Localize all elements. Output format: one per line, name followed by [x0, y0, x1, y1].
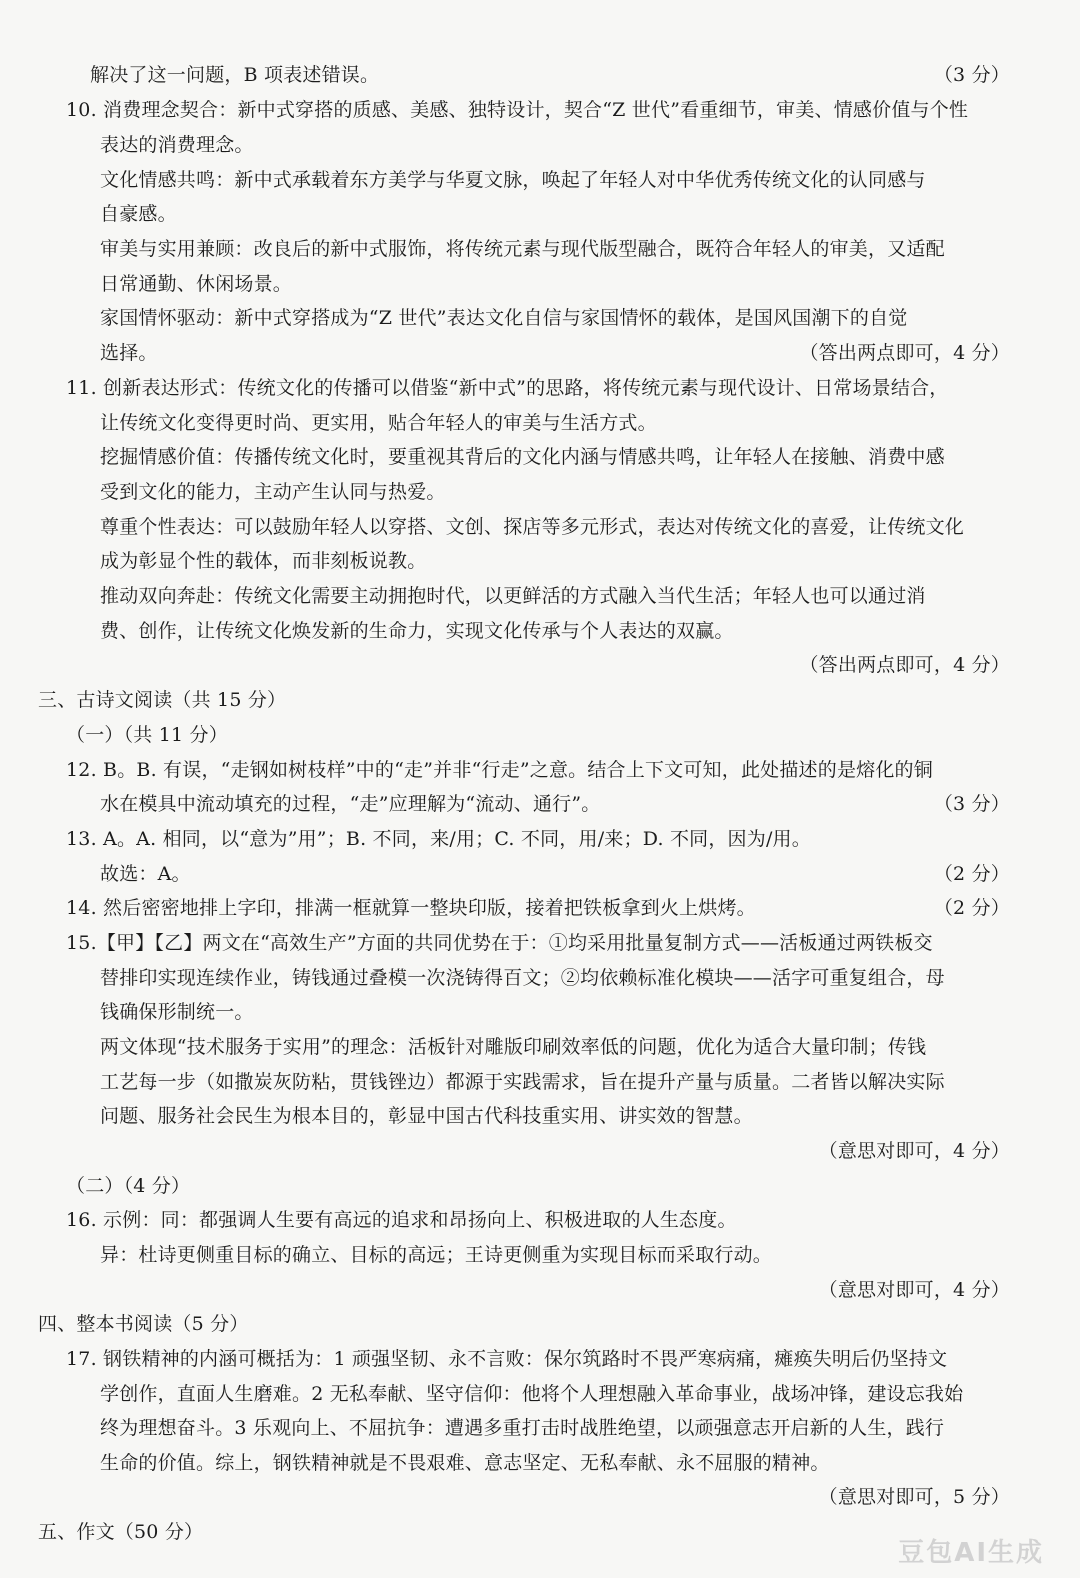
section-heading: 三、古诗文阅读（共 15 分） [38, 689, 287, 711]
dot-leader [838, 1450, 1002, 1476]
answer-line: 11. 创新表达形式：传统文化的传播可以借鉴“新中式”的思路，将传统元素与现代设计、日常场景结合， [66, 377, 949, 399]
dot-leader [136, 1277, 811, 1303]
answer-line: 家国情怀驱动：新中式穿搭成为“Z 世代”表达文化自信与家国情怀的载体，是国风国潮下的自觉 [100, 307, 908, 329]
answer-line: 推动双向奔赴：传统文化需要主动拥抱时代，以更鲜活的方式融入当代生活；年轻人也可以通过消 [100, 585, 926, 607]
line-text: 选择。 [100, 342, 158, 364]
answer-line [66, 895, 1010, 921]
answer-line: 挖掘情感价值：传播传统文化时，要重视其背后的文化内涵与情感共鸣，让年轻人在接触、消费中感 [100, 446, 945, 468]
answer-line: 日常通勤、休闲场景。 [100, 273, 293, 295]
answer-line: 两文体现“技术服务于实用”的理念：活板针对雕版印刷效率低的问题，优化为适合大量印制；传钱 [100, 1036, 927, 1058]
score-note: （意思对即可，4 分） [818, 1140, 1010, 1162]
answer-line: 让传统文化变得更时尚、更实用，贴合年轻人的审美与生活方式。 [100, 412, 657, 434]
score-note: （2 分） [933, 863, 1010, 885]
line-text: 异：杜诗更侧重目标的确立、目标的高远；王诗更侧重为实现目标而采取行动。 [100, 1244, 773, 1266]
answer-line: 工艺每一步（如撒炭灰防粘，贯钱锉边）都源于实践需求，旨在提升产量与质量。二者皆以解决实际 [100, 1071, 945, 1093]
answer-line [100, 340, 1010, 366]
line-text: 问题、服务社会民生为根本目的，彰显中国古代科技重实用、讲实效的智慧。 [100, 1105, 753, 1127]
score-note: （答出两点即可，4 分） [799, 654, 1010, 676]
answer-line: 15.【甲】【乙】两文在“高效生产”方面的共同优势在于：①均采用批量复制方式——活板通过两铁板交 [66, 932, 933, 954]
line-text: 水在模具中流动填充的过程，“走”应理解为“流动、通行”。 [100, 793, 601, 815]
answer-line: 钱确保形制统一。 [100, 1001, 254, 1023]
answer-line: 尊重个性表达：可以鼓励年轻人以穿搭、文创、探店等多元形式，表达对传统文化的喜爱，让传统文化 [100, 516, 965, 538]
score-note: （3 分） [933, 793, 1010, 815]
subsection-heading: （二）（4 分） [66, 1175, 191, 1197]
dot-leader [199, 861, 926, 887]
subsection-heading: （一）（共 11 分） [66, 724, 228, 746]
answer-line [100, 1277, 1010, 1303]
answer-line [100, 1138, 1010, 1164]
score-note: （答出两点即可，4 分） [799, 342, 1010, 364]
dot-leader [166, 340, 792, 366]
dot-leader [742, 618, 1002, 644]
answer-line: 17. 钢铁精神的内涵可概括为：1 顽强坚韧、永不言败：保尔筑路时不畏严寒病痛，瘫痪失明后仍坚持文 [66, 1348, 948, 1370]
answer-line: 16. 示例：同：都强调人生要有高远的追求和昂扬向上、积极进取的人生态度。 [66, 1209, 737, 1231]
answer-line: 终为理想奋斗。3 乐观向上、不屈抗争：遭遇多重打击时战胜绝望，以顽强意志开启新的人生，践行 [100, 1417, 945, 1439]
answer-line: 审美与实用兼顾：改良后的新中式服饰，将传统元素与现代版型融合，既符合年轻人的审美，又适配 [100, 238, 945, 260]
answer-line [90, 62, 1010, 88]
watermark: 豆包AI生成 [898, 1538, 1044, 1568]
dot-leader [387, 62, 926, 88]
answer-line: 替排印实现连续作业，铸钱通过叠模一次浇铸得百文；②均依赖标准化模块——活字可重复组合，母 [100, 967, 945, 989]
dot-leader [761, 1103, 1002, 1129]
answer-line [100, 618, 1010, 644]
dot-leader [780, 1242, 1002, 1268]
line-text: 生命的价值。综上，钢铁精神就是不畏艰难、意志坚定、无私奉献、永不屈服的精神。 [100, 1452, 830, 1474]
answer-line [100, 791, 1010, 817]
score-note: （3 分） [933, 64, 1010, 86]
score-note: （2 分） [933, 897, 1010, 919]
line-text: 费、创作，让传统文化焕发新的生命力，实现文化传承与个人表达的双赢。 [100, 620, 734, 642]
dot-leader [136, 1484, 811, 1510]
dot-leader [608, 791, 925, 817]
answer-line: 表达的消费理念。 [100, 134, 254, 156]
answer-line: 自豪感。 [100, 203, 177, 225]
answer-line: 10. 消费理念契合：新中式穿搭的质感、美感、独特设计，契合“Z 世代”看重细节，审美、情感价值与个性 [66, 99, 969, 121]
answer-line [100, 1242, 1010, 1268]
answer-line [100, 861, 1010, 887]
answer-line: 成为彰显个性的载体，而非刻板说教。 [100, 550, 427, 572]
answer-line [100, 1450, 1010, 1476]
line-text: 14. 然后密密地排上字印，排满一框就算一整块印版，接着把铁板拿到火上烘烤。 [66, 897, 756, 919]
score-note: （意思对即可，5 分） [818, 1486, 1010, 1508]
answer-line: 13. A。A. 相同，以“意为”用”；B. 不同，来/用；C. 不同，用/来；D. 不同，因为/用。 [66, 828, 811, 850]
answer-line: 受到文化的能力，主动产生认同与热爱。 [100, 481, 446, 503]
answer-line: 学创作，直面人生磨难。2 无私奉献、坚守信仰：他将个人理想融入革命事业，战场冲锋，建设忘我始 [100, 1383, 964, 1405]
answer-line: 12. B。B. 有误，“走钢如树枝样”中的“走”并非“行走”之意。结合上下文可知，此处描述的是熔化的铜 [66, 759, 933, 781]
answer-line [100, 652, 1010, 678]
dot-leader [764, 895, 926, 921]
answer-line [100, 1103, 1010, 1129]
section-heading: 四、整本书阅读（5 分） [38, 1313, 249, 1335]
answer-line [100, 1484, 1010, 1510]
score-note: （意思对即可，4 分） [818, 1279, 1010, 1301]
dot-leader [136, 1138, 811, 1164]
answer-line: 文化情感共鸣：新中式承载着东方美学与华夏文脉，唤起了年轻人对中华优秀传统文化的认同感与 [100, 169, 926, 191]
dot-leader [136, 652, 791, 678]
line-text: 故选：A。 [100, 863, 191, 885]
line-text: 解决了这一问题，B 项表述错误。 [90, 64, 380, 86]
section-heading: 五、作文（50 分） [38, 1521, 204, 1543]
